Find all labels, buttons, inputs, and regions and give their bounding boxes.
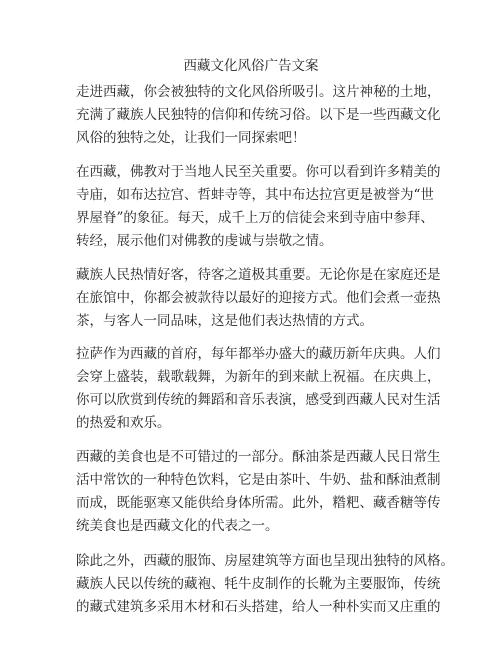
- document-title: 西藏文化风俗广告文案: [183, 58, 319, 74]
- paragraph-line: 茶，与客人一同品味，这是他们表达热情的方式。: [76, 313, 373, 329]
- paragraph-line: 活中常饮的一种特色饮料，它是由茶叶、牛奶、盐和酥油煮制: [76, 472, 441, 488]
- paragraph-line: 藏族人民以传统的藏袍、牦牛皮制作的长靴为主要服饰，传统: [76, 576, 441, 592]
- paragraph-food: [76, 446, 441, 538]
- paragraph-line: 充满了藏族人民独特的信仰和传统习俗。以下是一些西藏文化: [76, 107, 441, 123]
- paragraph-line: 统美食也是西藏文化的代表之一。: [76, 518, 279, 534]
- paragraph-line: 寺庙，如布达拉宫、哲蚌寺等，其中布达拉宫更是被誉为“世: [76, 187, 434, 203]
- paragraph-line: 你可以欣赏到传统的舞蹈和音乐表演，感受到西藏人民对生活: [76, 392, 441, 408]
- paragraph-line: 西藏的美食也是不可错过的一部分。酥油茶是西藏人民日常生: [76, 449, 441, 465]
- paragraph-line: 藏族人民热情好客，待客之道极其重要。无论你是在家庭还是: [76, 267, 441, 283]
- paragraph-line: 而成，既能驱寒又能供给身体所需。此外，糌粑、藏香糖等传: [76, 495, 441, 511]
- paragraph-line: 的热爱和欢乐。: [76, 415, 171, 431]
- paragraph-line: 在旅馆中，你都会被款待以最好的迎接方式。他们会煮一壶热: [76, 290, 441, 306]
- paragraph-line: 拉萨作为西藏的首府，每年都举办盛大的藏历新年庆典。人们: [76, 346, 441, 362]
- paragraph-hospitality: [76, 264, 441, 333]
- paragraph-line: 转经，展示他们对佛教的虔诚与崇敬之情。: [76, 233, 333, 249]
- paragraph-line: 会穿上盛装，载歌载舞，为新年的到来献上祝福。在庆典上，: [76, 369, 441, 385]
- paragraph-line: 风俗的独特之处，让我们一同探索吧！: [76, 130, 306, 146]
- paragraph-new-year: [76, 343, 441, 435]
- paragraph-clothing-architecture: [76, 550, 454, 619]
- paragraph-line: 的藏式建筑多采用木材和石头搭建，给人一种朴实而又庄重的: [76, 599, 441, 615]
- paragraph-line: 在西藏，佛教对于当地人民至关重要。你可以看到许多精美的: [76, 164, 441, 180]
- paragraph-line: 界屋脊”的象征。每天，成千上万的信徒会来到寺庙中参拜、: [76, 210, 434, 226]
- paragraph-line: 走进西藏，你会被独特的文化风俗所吸引。这片神秘的土地，: [76, 84, 441, 100]
- paragraph-buddhism: [76, 161, 441, 253]
- paragraph-intro: [76, 81, 441, 150]
- paragraph-line: 除此之外，西藏的服饰、房屋建筑等方面也呈现出独特的风格。: [76, 553, 454, 569]
